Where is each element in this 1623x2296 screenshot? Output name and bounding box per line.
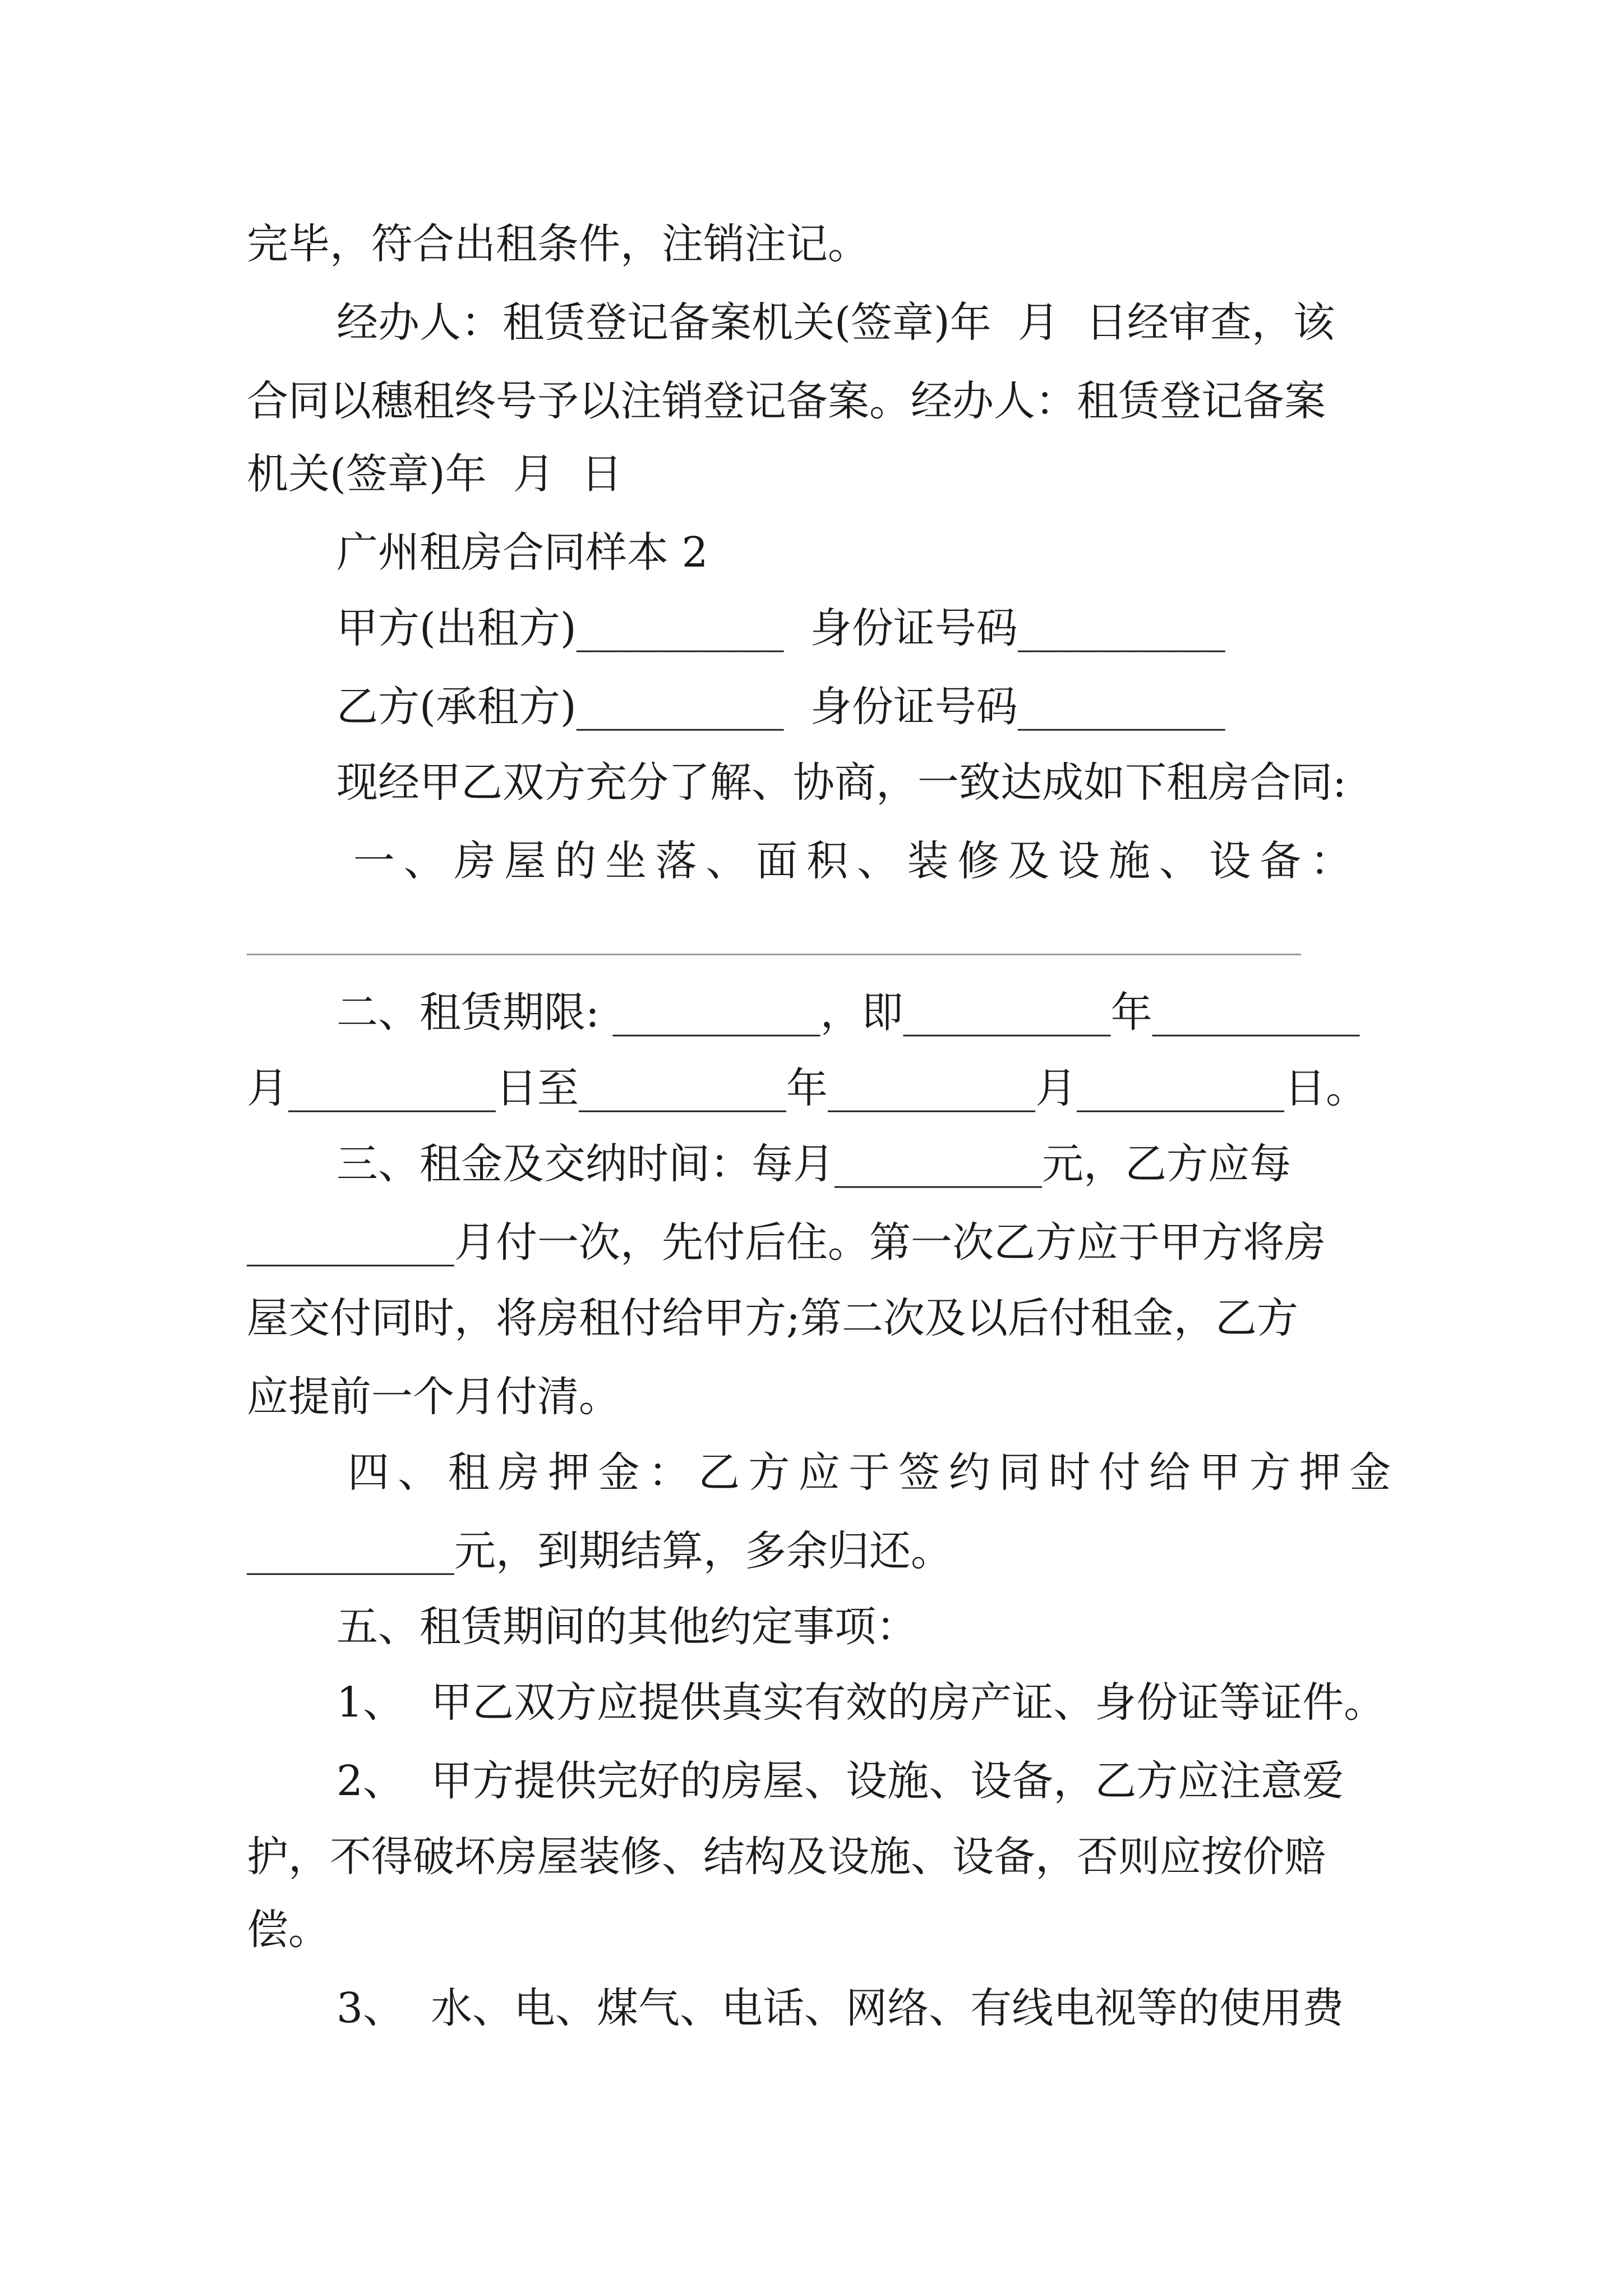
text-line: 完毕，符合出租条件，注销注记。 [247, 220, 869, 268]
blank-rule [247, 954, 1301, 955]
party-a-line: 甲方(出租方)__________ 身份证号码__________ [336, 604, 1225, 652]
list-item: 1、 甲乙双方应提供真实有效的房产证、身份证等证件。 [336, 1678, 1386, 1727]
list-item: 2、 甲方提供完好的房屋、设施、设备，乙方应注意爱 [336, 1757, 1344, 1805]
list-item: 偿。 [247, 1906, 330, 1954]
clause-text: 应提前一个月付清。 [247, 1373, 620, 1421]
clause-text: 月__________日至__________年__________月__________日。 [247, 1064, 1367, 1112]
clause-text: __________元，到期结算，多余归还。 [247, 1527, 952, 1575]
section-heading: 广州租房合同样本 2 [336, 528, 708, 577]
clause-text: 四、租房押金：乙方应于签约同时付给甲方押金 [348, 1448, 1391, 1497]
text-line: 合同以穗租终号予以注销登记备案。经办人：租赁登记备案 [247, 377, 1326, 425]
text-line: 机关(签章)年 月 日 [247, 450, 623, 498]
text-line: 现经甲乙双方充分了解、协商，一致达成如下租房合同: [336, 758, 1347, 807]
clause-text: 三、租金及交纳时间：每月__________元，乙方应每 [336, 1140, 1291, 1188]
clause-text: 屋交付同时，将房租付给甲方;第二次及以后付租金，乙方 [247, 1294, 1298, 1342]
clause-text: 二、租赁期限: __________，即__________年__________ [336, 988, 1360, 1037]
text-line: 经办人：租赁登记备案机关(签章)年 月 日经审查，该 [336, 298, 1335, 347]
clause-heading: 五、租赁期间的其他约定事项： [336, 1603, 917, 1651]
party-b-line: 乙方(承租方)__________ 身份证号码__________ [336, 683, 1225, 731]
list-item: 护，不得破坏房屋装修、结构及设施、设备，否则应按价赔 [247, 1833, 1326, 1881]
clause-heading: 一、房屋的坐落、面积、装修及设施、设备： [353, 837, 1352, 885]
list-item: 3、 水、电、煤气、电话、网络、有线电视等的使用费 [336, 1984, 1344, 2032]
clause-text: __________月付一次，先付后住。第一次乙方应于甲方将房 [247, 1218, 1326, 1267]
